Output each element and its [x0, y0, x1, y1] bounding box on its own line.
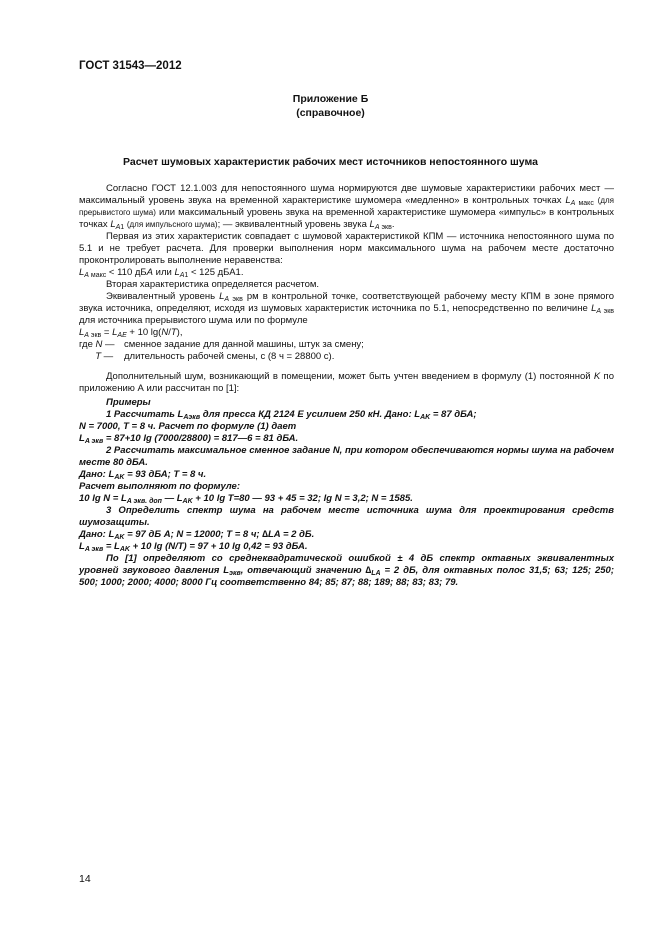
formula-inequality: $L_{A макс} < 110$ дБА или $L_{A1} < 125$ дБА1. — [79, 267, 244, 279]
paragraph-5: Дополнительный шум, возникающий в помещении, может быть учтен введением в формулу (1) постоянной K по приложению А или рассчитан по [1]: — [79, 371, 614, 394]
definition-t: T — длительность рабочей смены, с (8 ч = 28800 с). — [95, 351, 335, 362]
example-line-7: 10 $\lg N = L_{A экв. доп}$ — $L_{AK} + 10$ lg T=80 — 93 + 45 = 32; lg N = 3,2; N = 1585. — [79, 493, 413, 505]
document-body — [79, 183, 614, 589]
example-line-5: Дано: $L_{AK} = 93$ дБА; T = 8 ч. — [79, 469, 207, 481]
paragraph-3: Вторая характеристика определяется расчетом. — [106, 279, 320, 290]
definition-n: где N — сменное задание для данной машины, штук за смену; — [79, 339, 364, 350]
paragraph-1: Согласно ГОСТ 12.1.003 для непостоянного шума нормируются две шумовые характеристики рабочих мест — максимальный уровень звука на временной характеристике шумомера «медленно» в контрольных точках $L_{A макс}$ (для прерывистого шума) или максимальный уровень звука на временной характеристике шумомера «импульс» в контрольных точках $L_{A1}$ (для импульсного шума); — эквивалентный уровень звука $L_{A экв}$. — [79, 183, 615, 231]
example-line-1: 1 Рассчитать $L_{Аэкв}$ для пресса КД 2124 Е усилием 250 кН. Дано: $L_{AK} = 87$ дБА; — [106, 409, 477, 421]
section-title: Расчет шумовых характеристик рабочих мест источников непостоянного шума — [123, 156, 538, 168]
example-line-11: По [1] определяют со среднеквадратической ошибкой ± 4 дБ спектр октавных эквивалентных уровней звукового давления $L_{экв}$, отвечающий значению $\Delta_{LA} = 2$ дБ, для октавных полос 31,5; 63; 125; 250; 500; 1000; 2000; 4000; 8000 Гц соответственно 84; 85; 87; 88; 189; 88; 83; 83; 79. — [79, 553, 614, 588]
annex-subtitle: (справочное) — [296, 107, 365, 119]
example-line-4: 2 Рассчитать максимальное сменное задание N, при котором обеспечиваются нормы шума на рабочем месте 80 дБА. — [79, 445, 614, 468]
paragraph-4: Эквивалентный уровень $L_{A экв}$ рм в контрольной точке, соответствующей рабочему месту КПМ в зоне прямого звука источника, определяют, исходя из шумовых характеристик источника по 5.1, непосредственно по величине $L_{A экв}$ для источника прерывистого шума или по формуле — [79, 291, 614, 326]
standard-header: ГОСТ 31543—2012 — [79, 60, 182, 72]
where-definitions — [79, 339, 614, 363]
example-line-10: $L_{A экв} = L_{AK} + 10$ lg (N/T) = 97 + 10 lg 0,42 = 93 дБА. — [79, 541, 308, 553]
formula-equivalent-level: $L_{A экв} = L_{AE} + 10$ lg(N/T), — [79, 327, 183, 339]
example-line-9: Дано: $L_{AK} = 97$ дБ А; N = 12000; T = 8 ч; ∆LA = 2 дБ. — [79, 529, 315, 541]
example-line-6: Расчет выполняют по формуле: — [79, 481, 240, 492]
example-line-8: 3 Определить спектр шума на рабочем месте источника шума для проектирования средств шумозащиты. — [79, 505, 614, 528]
example-line-2: N = 7000, T = 8 ч. Расчет по формуле (1) дает — [79, 421, 297, 432]
paragraph-2: Первая из этих характеристик совпадает с шумовой характеристикой КПМ — источника непостоянного шума по 5.1 и не требует расчета. Для проверки выполнения норм максимального шума на рабочем месте достаточно проконтролировать выполнение неравенства: — [79, 231, 614, 266]
annex-title: Приложение Б — [292, 93, 369, 105]
examples-block — [79, 397, 614, 589]
examples-heading: Примеры — [106, 397, 151, 408]
page-number: 14 — [79, 873, 91, 885]
example-line-3: $L_{A экв} = 87+10$ lg (7000/28800) = 817—6 = 81 дБА. — [79, 433, 299, 445]
